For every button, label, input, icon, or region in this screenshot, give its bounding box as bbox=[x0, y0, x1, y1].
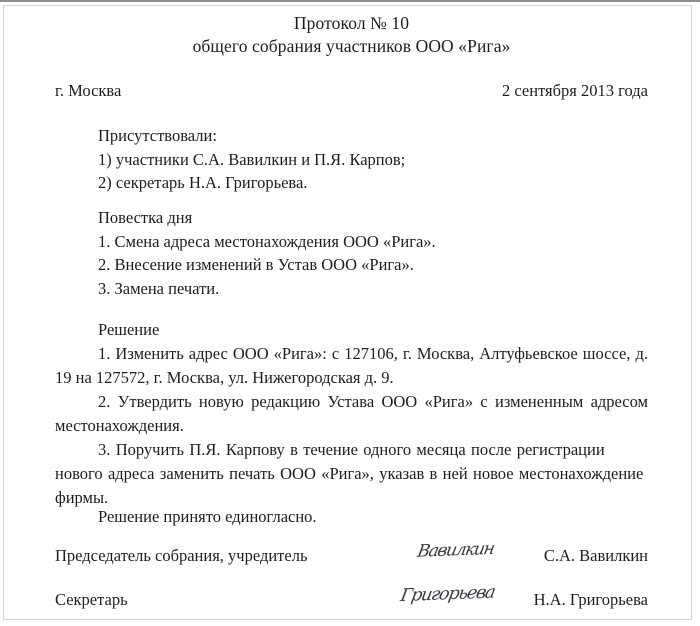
list-item: 3. Замена печати. bbox=[98, 278, 220, 298]
resolution-heading: Решение bbox=[98, 320, 160, 339]
page-title bbox=[55, 12, 648, 58]
list-item: 3. Поручить П.Я. Карпову в течение одного месяца после регистрации нового адреса заменить печать ООО «Рига», указав в ней новое местонахождение фирмы. bbox=[55, 440, 644, 507]
list-item: 2. Утвердить новую редакцию Устава ООО «Рига» с измененным адресом местонахождения. bbox=[55, 392, 648, 435]
document-date: 2 сентября 2013 года bbox=[502, 81, 648, 100]
signatory-name: С.А. Вавилкин bbox=[543, 546, 648, 565]
signature-row bbox=[55, 538, 648, 578]
agenda-section bbox=[98, 206, 648, 300]
signatory-role: Председатель собрания, учредитель bbox=[55, 546, 308, 565]
handwritten-signature: Вавилкин bbox=[415, 538, 496, 562]
place-date-row bbox=[55, 80, 648, 102]
list-item: 1. Изменить адрес ООО «Рига»: с 127106, г. Москва, Алтуфьевское шоссе, д. 19 на 127572, г. Москва, ул. Нижегородская д. 9. bbox=[55, 344, 648, 387]
signature-row bbox=[55, 582, 648, 622]
signatory-name: Н.А. Григорьева bbox=[533, 590, 648, 609]
resolution-section bbox=[55, 318, 648, 510]
attendees-heading: Присутствовали: bbox=[98, 126, 217, 145]
document-title-line-1: Протокол № 10 bbox=[293, 13, 410, 33]
list-item: 1. Смена адреса местонахождения ООО «Рига». bbox=[98, 231, 436, 251]
resolution-closing: Решение принято единогласно. bbox=[98, 507, 317, 526]
document-place: г. Москва bbox=[55, 81, 122, 100]
list-item: 2. Внесение изменений в Устав ООО «Рига». bbox=[98, 255, 414, 274]
document-title-line-2: общего собрания участников ООО «Рига» bbox=[192, 36, 511, 56]
signatory-role: Секретарь bbox=[55, 590, 128, 609]
list-item: 2) секретарь Н.А. Григорьева. bbox=[98, 173, 308, 192]
handwritten-signature: Григорьева bbox=[398, 582, 497, 607]
attendees-section bbox=[98, 124, 648, 195]
agenda-heading: Повестка дня bbox=[98, 208, 193, 227]
list-item: 1) участники С.А. Вавилкин и П.Я. Карпов; bbox=[98, 149, 406, 169]
